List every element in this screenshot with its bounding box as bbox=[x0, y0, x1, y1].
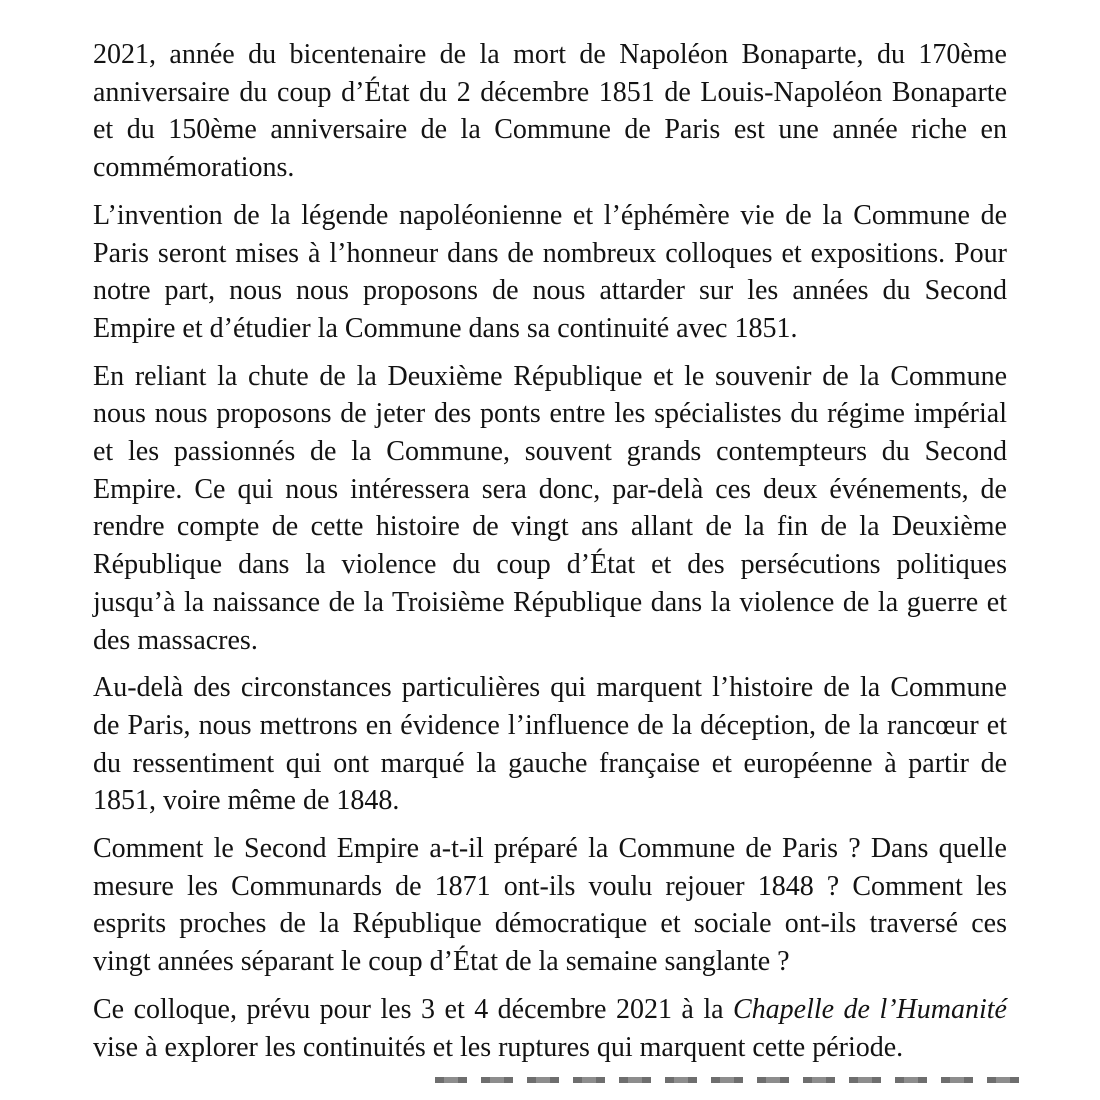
text-line bbox=[93, 830, 1007, 868]
text-segment: anniversaire du coup d’État du 2 décembre 1851 de Louis-Napoléon Bonaparte bbox=[93, 76, 1007, 108]
text-line bbox=[93, 707, 1007, 745]
text-segment: vingt années séparant le coup d’État de la semaine sanglante ? bbox=[93, 946, 790, 978]
italic-text-segment: Chapelle de l’Humanité bbox=[733, 993, 1007, 1025]
text-segment: L’invention de la légende napoléonienne et l’éphémère vie de la Commune de bbox=[93, 199, 1007, 231]
text-line bbox=[93, 1029, 1007, 1067]
text-segment: mesure les Communards de 1871 ont-ils voulu rejouer 1848 ? Comment les bbox=[93, 870, 1007, 902]
text-segment: et du 150ème anniversaire de la Commune de Paris est une année riche en bbox=[93, 114, 1007, 146]
text-segment: jusqu’à la naissance de la Troisième République dans la violence de la guerre et bbox=[93, 586, 1007, 618]
text-segment: République dans la violence du coup d’État et des persécutions politiques bbox=[93, 549, 1007, 581]
text-segment: commémorations. bbox=[93, 152, 295, 184]
text-line bbox=[93, 111, 1007, 149]
text-segment: vise à explorer les continuités et les ruptures qui marquent cette période. bbox=[93, 1031, 904, 1063]
paragraph bbox=[93, 991, 1007, 1066]
text-line bbox=[93, 197, 1007, 235]
text-segment: Ce colloque, prévu pour les 3 et 4 décembre 2021 à la bbox=[93, 993, 733, 1025]
text-line bbox=[93, 471, 1007, 509]
text-line bbox=[93, 905, 1007, 943]
text-line bbox=[93, 74, 1007, 112]
text-line bbox=[93, 395, 1007, 433]
text-segment: Empire et d’étudier la Commune dans sa continuité avec 1851. bbox=[93, 312, 798, 344]
text-line bbox=[93, 943, 1007, 981]
text-segment: En reliant la chute de la Deuxième République et le souvenir de la Commune bbox=[93, 360, 1007, 392]
text-segment: 2021, année du bicentenaire de la mort de Napoléon Bonaparte, du 170ème bbox=[93, 39, 1007, 70]
text-segment: notre part, nous nous proposons de nous attarder sur les années du Second bbox=[93, 275, 1007, 307]
text-segment: Paris seront mises à l’honneur dans de nombreux colloques et expositions. Pour bbox=[93, 237, 1007, 269]
text-segment: nous nous proposons de jeter des ponts entre les spécialistes du régime impérial bbox=[93, 398, 1007, 430]
text-line bbox=[93, 358, 1007, 396]
paragraph bbox=[93, 358, 1007, 660]
text-line bbox=[93, 745, 1007, 783]
paragraph bbox=[93, 830, 1007, 981]
clipped-text-line-remnant bbox=[435, 1077, 1030, 1083]
text-line bbox=[93, 669, 1007, 707]
text-line bbox=[93, 868, 1007, 906]
text-segment: 1851, voire même de 1848. bbox=[93, 785, 400, 817]
text-line bbox=[93, 546, 1007, 584]
paragraph bbox=[93, 197, 1007, 348]
paragraph bbox=[93, 36, 1007, 187]
text-line bbox=[93, 782, 1007, 820]
text-line bbox=[93, 272, 1007, 310]
paragraph bbox=[93, 669, 1007, 820]
text-line bbox=[93, 584, 1007, 622]
text-line bbox=[93, 235, 1007, 273]
text-line bbox=[93, 36, 1007, 74]
text-segment: Comment le Second Empire a-t-il préparé la Commune de Paris ? Dans quelle bbox=[93, 833, 1007, 865]
text-segment: rendre compte de cette histoire de vingt ans allant de la fin de la Deuxième bbox=[93, 511, 1007, 543]
text-segment: esprits proches de la République démocratique et sociale ont-ils traversé ces bbox=[93, 908, 1007, 940]
text-line bbox=[93, 310, 1007, 348]
text-line bbox=[93, 149, 1007, 187]
text-line bbox=[93, 508, 1007, 546]
text-segment: et les passionnés de la Commune, souvent grands contempteurs du Second bbox=[93, 436, 1007, 468]
text-segment: Empire. Ce qui nous intéressera sera donc, par-delà ces deux événements, de bbox=[93, 473, 1007, 505]
text-segment: du ressentiment qui ont marqué la gauche française et européenne à partir de bbox=[93, 747, 1007, 779]
text-line bbox=[93, 622, 1007, 660]
text-segment: de Paris, nous mettrons en évidence l’influence de la déception, de la rancœur et bbox=[93, 709, 1007, 741]
text-segment: Au-delà des circonstances particulières qui marquent l’histoire de la Commune bbox=[93, 672, 1007, 704]
text-line bbox=[93, 433, 1007, 471]
text-line bbox=[93, 991, 1007, 1029]
text-segment: des massacres. bbox=[93, 624, 258, 656]
